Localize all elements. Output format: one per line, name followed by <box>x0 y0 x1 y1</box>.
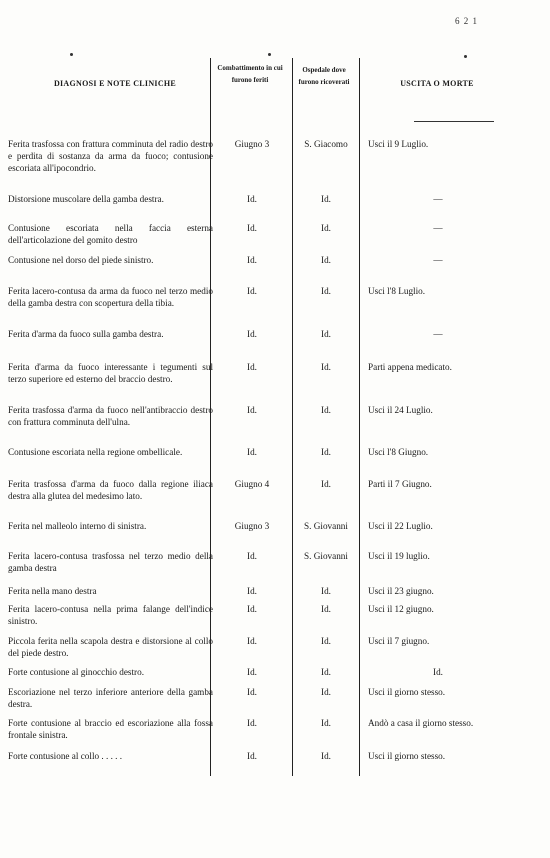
page-number: 6 2 1 <box>455 16 478 26</box>
hospital-cell: S. Giovanni <box>304 521 348 531</box>
combat-cell: Giugno 4 <box>234 479 270 489</box>
outcome-cell: — <box>433 223 443 233</box>
diagnosis-cell: Ferita d'arma da fuoco sulla gamba destra. <box>8 329 164 339</box>
diagnosis-cell: Forte contusione al ginocchio destro. <box>8 667 144 677</box>
outcome-cell: Parti appena medicato. <box>368 362 452 372</box>
diagnosis-cell: Ferita trasfossa con frattura comminuta del radio destro e perdita di sostanza da arma da fuoco; contusione escoriata all'ipocondrio. <box>8 139 213 173</box>
hospital-cell: Id. <box>321 329 331 339</box>
column-header-outcome: USCITA O MORTE <box>400 79 474 88</box>
outcome-cell: Usci l'8 Giugno. <box>368 447 429 457</box>
diagnosis-cell: Ferita lacero-contusa trasfossa nel terzo medio della gamba destra <box>8 551 213 573</box>
table-header <box>0 58 550 120</box>
outcome-cell: Usci il 23 giugno. <box>368 586 434 596</box>
outcome-cell: Andò a casa il giorno stesso. <box>368 718 474 728</box>
outcome-cell: Id. <box>433 667 443 677</box>
hospital-cell: Id. <box>321 667 331 677</box>
combat-cell: Id. <box>247 667 257 677</box>
diagnosis-cell: Ferita lacero-contusa da arma da fuoco nel terzo medio della gamba destra con scopertura della tibia. <box>8 286 213 308</box>
hospital-cell: S. Giovanni <box>304 551 348 561</box>
outcome-cell: Usci il giorno stesso. <box>368 687 446 697</box>
diagnosis-cell: Ferita lacero-contusa nella prima falange dell'indice sinistro. <box>8 604 213 626</box>
diagnosis-cell: Ferita nella mano destra <box>8 586 97 596</box>
outcome-cell: Usci il 12 giugno. <box>368 604 434 614</box>
hospital-cell: Id. <box>321 362 331 372</box>
combat-cell: Id. <box>247 636 257 646</box>
hospital-cell: Id. <box>321 405 331 415</box>
header-rule <box>414 121 494 122</box>
combat-cell: Id. <box>247 362 257 372</box>
outcome-cell: Parti il 7 Giugno. <box>368 479 432 489</box>
outcome-cell: Usci l'8 Luglio. <box>368 286 426 296</box>
outcome-cell: Usci il 19 luglio. <box>368 551 430 561</box>
combat-cell: Id. <box>247 329 257 339</box>
outcome-cell: Usci il 22 Luglio. <box>368 521 433 531</box>
outcome-cell: — <box>433 255 443 265</box>
combat-cell: Giugno 3 <box>234 139 270 149</box>
hospital-cell: Id. <box>321 194 331 204</box>
diagnosis-cell: Ferita trasfossa d'arma da fuoco nell'antibraccio destro con frattura comminuta dell'ulna. <box>8 405 213 427</box>
column-header-combat: Combattimento in cui furono feriti <box>217 64 283 84</box>
outcome-cell: Usci il giorno stesso. <box>368 751 446 761</box>
combat-cell: Id. <box>247 255 257 265</box>
combat-cell: Id. <box>247 194 257 204</box>
hospital-cell: Id. <box>321 479 331 489</box>
outcome-cell: Usci il 7 giugno. <box>368 636 430 646</box>
outcome-cell: — <box>433 329 443 339</box>
combat-cell: Id. <box>247 687 257 697</box>
outcome-cell: Usci il 24 Luglio. <box>368 405 433 415</box>
stray-mark <box>70 53 73 56</box>
combat-cell: Id. <box>247 586 257 596</box>
column-header-diagnosis: DIAGNOSI E NOTE CLINICHE <box>53 79 177 88</box>
hospital-cell: Id. <box>321 586 331 596</box>
outcome-cell: — <box>433 194 443 204</box>
hospital-cell: Id. <box>321 223 331 233</box>
combat-cell: Id. <box>247 718 257 728</box>
diagnosis-cell: Contusione escoriata nella faccia esterna dell'articolazione del gomito destro <box>8 223 213 245</box>
diagnosis-cell: Contusione escoriata nella regione ombellicale. <box>8 447 183 457</box>
hospital-cell: Id. <box>321 447 331 457</box>
hospital-cell: S. Giacomo <box>304 139 348 149</box>
stray-mark <box>268 53 271 56</box>
combat-cell: Id. <box>247 405 257 415</box>
column-header-hospital: Ospedale dove furono ricoverati <box>298 66 350 86</box>
diagnosis-cell: Contusione nel dorso del piede sinistro. <box>8 255 154 265</box>
diagnosis-cell: Ferita nel malleolo interno di sinistra. <box>8 521 147 531</box>
combat-cell: Id. <box>247 551 257 561</box>
hospital-cell: Id. <box>321 636 331 646</box>
diagnosis-cell: Escoriazione nel terzo inferiore anteriore della gamba destra. <box>8 687 213 709</box>
combat-cell: Giugno 3 <box>234 521 270 531</box>
hospital-cell: Id. <box>321 687 331 697</box>
combat-cell: Id. <box>247 604 257 614</box>
hospital-cell: Id. <box>321 286 331 296</box>
outcome-cell: Usci il 9 Luglio. <box>368 139 429 149</box>
combat-cell: Id. <box>247 286 257 296</box>
combat-cell: Id. <box>247 223 257 233</box>
diagnosis-cell: Piccola ferita nella scapola destra e distorsione al collo del piede destro. <box>8 636 213 658</box>
diagnosis-cell: Forte contusione al braccio ed escoriazione alla fossa frontale sinistra. <box>8 718 213 740</box>
hospital-cell: Id. <box>321 604 331 614</box>
diagnosis-cell: Distorsione muscolare della gamba destra. <box>8 194 164 204</box>
combat-cell: Id. <box>247 447 257 457</box>
hospital-cell: Id. <box>321 255 331 265</box>
hospital-cell: Id. <box>321 718 331 728</box>
diagnosis-cell: Ferita trasfossa d'arma da fuoco dalla regione iliaca destra alla glutea del medesimo lato. <box>8 479 213 501</box>
hospital-cell: Id. <box>321 751 331 761</box>
diagnosis-cell: Forte contusione al collo . . . . . <box>8 751 123 761</box>
combat-cell: Id. <box>247 751 257 761</box>
diagnosis-cell: Ferita d'arma da fuoco interessante i tegumenti sul terzo superiore ed esterno del braccio destro. <box>8 362 213 384</box>
